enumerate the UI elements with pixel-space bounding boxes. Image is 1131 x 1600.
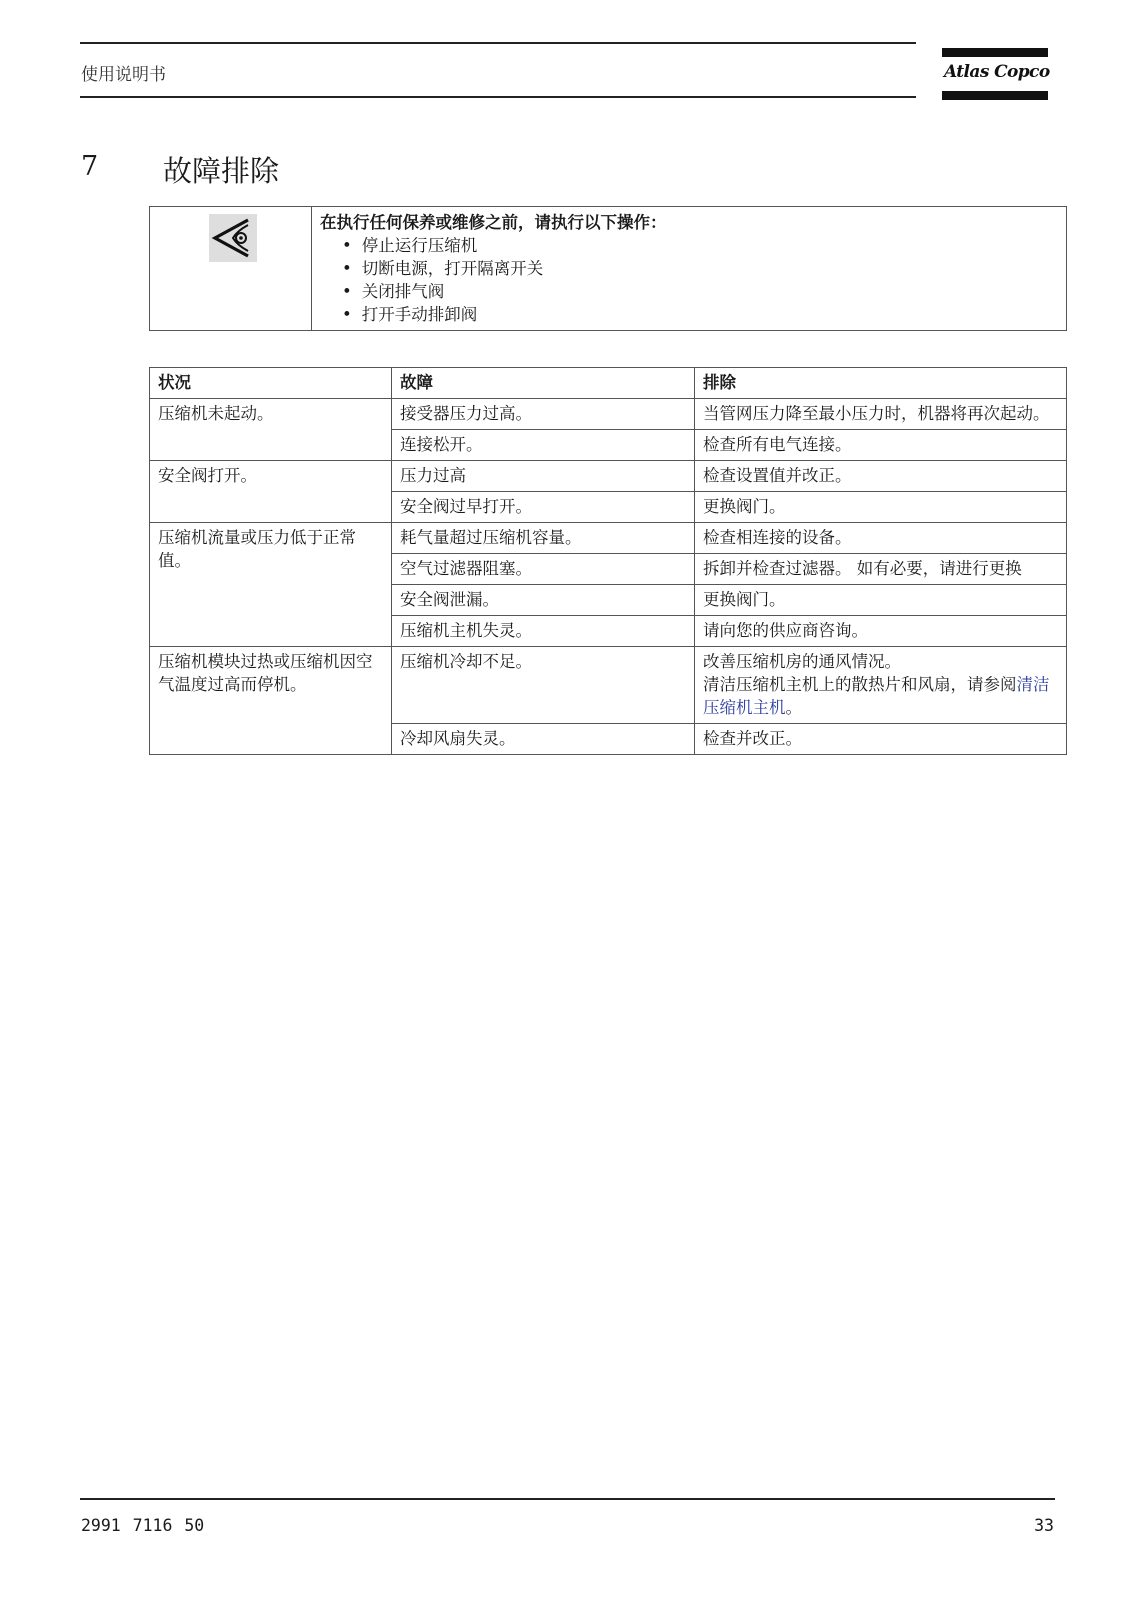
remedy-cell: 拆卸并检查过滤器。 如有必要，请进行更换 [695, 554, 1067, 585]
warning-step: • 切断电源，打开隔离开关 [342, 257, 1058, 280]
fault-cell: 安全阀过早打开。 [392, 492, 695, 523]
remedy-cell: 请向您的供应商咨询。 [695, 616, 1067, 647]
page-number: 33 [1034, 1516, 1054, 1535]
condition-cell: 压缩机模块过热或压缩机因空气温度过高而停机。 [150, 647, 392, 755]
fault-cell: 压缩机主机失灵。 [392, 616, 695, 647]
header-remedy: 排除 [695, 368, 1067, 399]
eye-hazard-icon [209, 214, 257, 262]
fault-cell: 连接松开。 [392, 430, 695, 461]
fault-cell: 耗气量超过压缩机容量。 [392, 523, 695, 554]
table-row [150, 399, 1067, 430]
condition-cell: 压缩机未起动。 [150, 399, 392, 461]
header-fault: 故障 [392, 368, 695, 399]
warning-step: • 停止运行压缩机 [342, 234, 1058, 257]
fault-cell: 接受器压力过高。 [392, 399, 695, 430]
fault-cell: 压缩机冷却不足。 [392, 647, 695, 724]
fault-cell: 冷却风扇失灵。 [392, 724, 695, 755]
remedy-cell: 更换阀门。 [695, 492, 1067, 523]
condition-cell: 安全阀打开。 [150, 461, 392, 523]
table-row [150, 523, 1067, 554]
table-header-row [150, 368, 1067, 399]
remedy-cell [695, 647, 1067, 724]
fault-cell: 空气过滤器阻塞。 [392, 554, 695, 585]
document-type: 使用说明书 [81, 65, 166, 85]
footer-rule [80, 1498, 1055, 1500]
fault-cell: 压力过高 [392, 461, 695, 492]
warning-text-cell [312, 207, 1067, 331]
cross-reference-link[interactable]: 清洁压缩机主机 [703, 675, 1050, 717]
chapter-number: 7 [81, 151, 99, 182]
warning-steps [320, 234, 1058, 326]
safety-warning-box [149, 206, 1067, 331]
header-top-rule [80, 42, 916, 44]
table-row [150, 461, 1067, 492]
warning-step: • 打开手动排卸阀 [342, 303, 1058, 326]
warning-icon-cell [150, 207, 312, 331]
remedy-line: 改善压缩机房的通风情况。 [703, 652, 901, 671]
remedy-cell: 当管网压力降至最小压力时，机器将再次起动。 [695, 399, 1067, 430]
document-number: 2991 7116 50 [81, 1516, 205, 1535]
header-bottom-rule [80, 96, 916, 98]
warning-step: • 关闭排气阀 [342, 280, 1058, 303]
chapter-title: 故障排除 [163, 154, 280, 188]
warning-lead: 在执行任何保养或维修之前，请执行以下操作： [320, 213, 667, 232]
remedy-cell: 检查相连接的设备。 [695, 523, 1067, 554]
atlas-copco-logo: Atlas Copco [942, 48, 1048, 100]
table-row [150, 647, 1067, 724]
remedy-cell: 检查并改正。 [695, 724, 1067, 755]
remedy-cell: 检查所有电气连接。 [695, 430, 1067, 461]
troubleshooting-table [149, 367, 1067, 755]
fault-cell: 安全阀泄漏。 [392, 585, 695, 616]
remedy-cell: 检查设置值并改正。 [695, 461, 1067, 492]
condition-cell: 压缩机流量或压力低于正常值。 [150, 523, 392, 647]
header-condition: 状况 [150, 368, 392, 399]
remedy-line: 清洁压缩机主机上的散热片和风扇，请参阅清洁压缩机主机。 [703, 675, 1050, 717]
remedy-cell: 更换阀门。 [695, 585, 1067, 616]
